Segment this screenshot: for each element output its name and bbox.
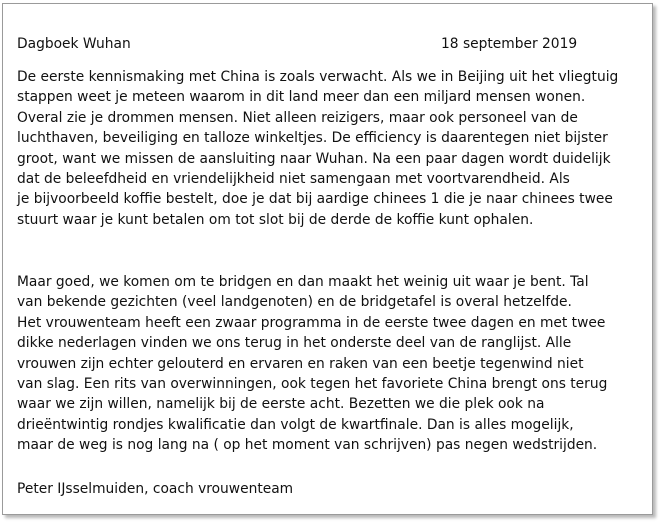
text-line: maar de weg is nog lang na ( op het moment van schrijven) pas negen wedstrijden. [17, 437, 598, 454]
document-header [17, 34, 637, 55]
text-line: Overal zie je drommen mensen. Niet alleen reizigers, maar ook personeel van de [17, 109, 578, 126]
text-line: je bijvoorbeeld koffie bestelt, doe je dat bij aardige chinees 1 die je naar chinees twee [17, 191, 613, 208]
text-line: van slag. Een rits van overwinningen, ook tegen het favoriete China brengt ons terug [17, 375, 608, 392]
text-line: drieëntwintig rondjes kwalificatie dan volgt de kwartfinale. Dan is alles mogelijk, [17, 416, 574, 433]
document-date: 18 september 2019 [441, 36, 578, 52]
signature: Peter IJsselmuiden, coach vrouwenteam [17, 481, 294, 497]
text-line: groot, want we missen de aansluiting naar Wuhan. Na een paar dagen wordt duidelijk [17, 150, 611, 167]
text-line: luchthaven, beveiliging en talloze winkeltjes. De efficiency is daarentegen niet bijster [17, 130, 608, 147]
text-line: De eerste kennismaking met China is zoals verwacht. Als we in Beijing uit het vliegtuig [17, 69, 619, 85]
text-line: van bekende gezichten (veel landgenoten) en de bridgetafel is overal hetzelfde. [17, 294, 572, 311]
paragraph-2 [17, 272, 642, 456]
text-line: waar we zijn willen, namelijk bij de eerste acht. Bezetten we die plek ook na [17, 396, 545, 413]
document-page [2, 3, 653, 515]
document-title: Dagboek Wuhan [17, 36, 131, 52]
text-line: dat de beleefdheid en vriendelijkheid niet samengaan met voortvarendheid. Als [17, 170, 570, 187]
text-line: Het vrouwenteam heeft een zwaar programma in de eerste twee dagen en met twee [17, 314, 606, 331]
text-line: Maar goed, we komen om te bridgen en dan maakt het weinig uit waar je bent. Tal [17, 274, 589, 290]
text-line: vrouwen zijn echter gelouterd en ervaren en raken van een beetje tegenwind niet [17, 355, 584, 372]
paragraph-1 [17, 67, 642, 230]
text-line: stuurt waar je kunt betalen om tot slot bij de derde de koffie kunt ophalen. [17, 211, 534, 228]
text-line: stappen weet je meteen waarom in dit land meer dan een miljard mensen wonen. [17, 89, 586, 106]
text-line: dikke nederlagen vinden we ons terug in het onderste deel van de ranglijst. Alle [17, 335, 572, 352]
